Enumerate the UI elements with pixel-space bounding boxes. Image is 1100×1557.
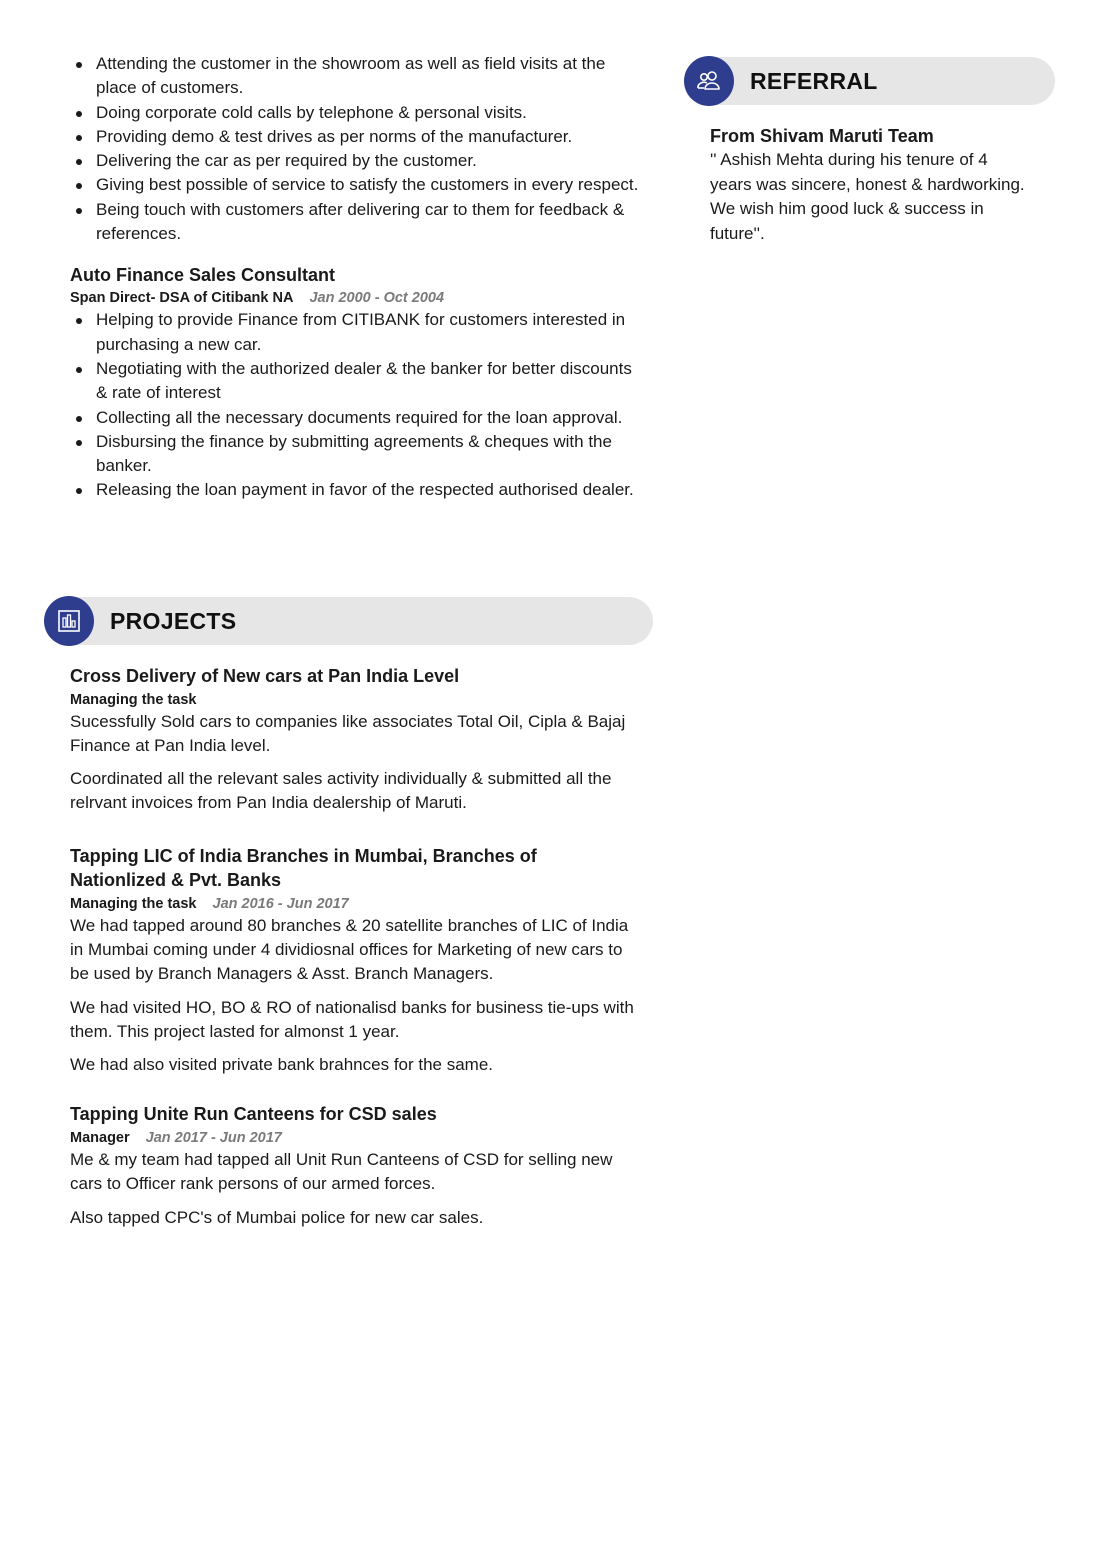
project-title: Tapping LIC of India Branches in Mumbai, Branches of Nationlized & Pvt. Banks — [70, 845, 537, 891]
left-column — [70, 52, 640, 503]
projects-list — [70, 664, 640, 1230]
bullet-item: Being touch with customers after delivering car to them for feedback & references. — [96, 198, 640, 247]
projects-heading: PROJECTS — [110, 608, 237, 634]
referral-content — [710, 124, 1030, 246]
bullet-item: Collecting all the necessary documents required for the loan approval. — [96, 406, 640, 430]
project-title: Cross Delivery of New cars at Pan India Level — [70, 666, 460, 686]
referral-from: From Shivam Maruti Team — [710, 126, 934, 146]
referral-quote: '' Ashish Mehta during his tenure of 4 years was sincere, honest & hardworking. We wish him good luck & success in future''. — [710, 150, 1025, 243]
project-item — [70, 1102, 640, 1229]
bullet-item: Helping to provide Finance from CITIBANK for customers interested in purchasing a new car. — [96, 308, 640, 357]
project-paragraph: We had visited HO, BO & RO of nationalisd banks for business tie-ups with them. This project lasted for almonst 1 year. — [70, 997, 634, 1041]
project-paragraph: Me & my team had tapped all Unit Run Canteens of CSD for selling new cars to Officer rank persons of our armed forces. — [70, 1149, 613, 1194]
job-bullets — [70, 308, 640, 502]
project-meta — [70, 894, 640, 914]
projects-section-header — [45, 597, 653, 645]
bullet-item: Releasing the loan payment in favor of the respected authorised dealer. — [96, 478, 640, 502]
experience-bullets — [70, 52, 640, 246]
project-title: Tapping Unite Run Canteens for CSD sales — [70, 1104, 437, 1125]
bullet-item: Attending the customer in the showroom as well as field visits at the place of customers. — [96, 52, 640, 101]
project-dates: Jan 2017 - Jun 2017 — [145, 1129, 282, 1146]
project-dates: Jan 2016 - Jun 2017 — [212, 895, 349, 912]
project-item — [70, 664, 640, 816]
project-role: Managing the task — [70, 691, 197, 708]
bullet-item: Delivering the car as per required by the customer. — [96, 149, 640, 173]
job-title: Auto Finance Sales Consultant — [70, 265, 336, 286]
people-icon — [684, 56, 734, 106]
bullet-item: Doing corporate cold calls by telephone & personal visits. — [96, 101, 640, 125]
job-company: Span Direct- DSA of Citibank NA — [70, 290, 294, 307]
project-paragraph: Coordinated all the relevant sales activity individually & submitted all the relrvant invoices from Pan India dealership of Maruti. — [70, 769, 612, 813]
bar-chart-icon — [44, 596, 94, 646]
project-paragraph: Sucessfully Sold cars to companies like associates Total Oil, Cipla & Bajaj Finance at Pan India level. — [70, 711, 626, 755]
bullet-item: Negotiating with the authorized dealer & the banker for better discounts & rate of interest — [96, 357, 640, 406]
bullet-item: Providing demo & test drives as per norms of the manufacturer. — [96, 125, 640, 149]
project-item — [70, 844, 640, 1078]
project-paragraph: Also tapped CPC's of Mumbai police for new car sales. — [70, 1207, 484, 1227]
project-role: Managing the task — [70, 895, 197, 912]
project-paragraph: We had also visited private bank brahnces for the same. — [70, 1055, 494, 1075]
bullet-item: Disbursing the finance by submitting agreements & cheques with the banker. — [96, 430, 640, 479]
project-meta — [70, 690, 640, 710]
project-paragraph: We had tapped around 80 branches & 20 satellite branches of LIC of India in Mumbai coming under 4 dividiosnal offices for Marketing of new cars to be used by Branch Managers & Asst. Branch Managers. — [70, 915, 629, 984]
referral-section-header — [685, 57, 1055, 105]
job-meta — [70, 288, 640, 308]
project-meta — [70, 1128, 640, 1148]
referral-heading: REFERRAL — [750, 68, 878, 94]
job-dates: Jan 2000 - Oct 2004 — [309, 290, 445, 307]
project-role: Manager — [70, 1129, 130, 1146]
bullet-item: Giving best possible of service to satisfy the customers in every respect. — [96, 173, 640, 197]
